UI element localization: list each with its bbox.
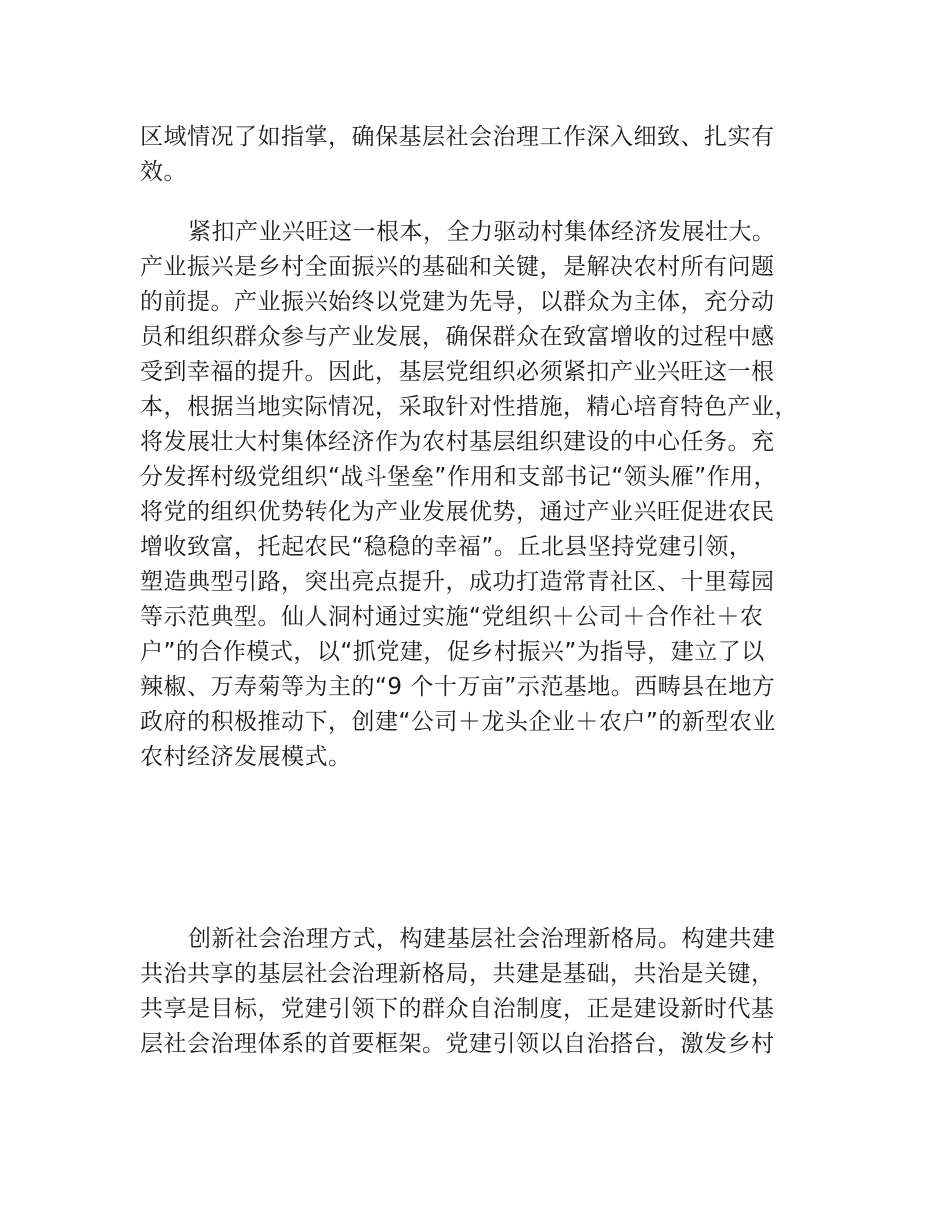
paragraph-continuation [140, 120, 830, 190]
text-line: 共享是目标，党建引领下的群众自治制度，正是建设新时代基 [140, 996, 775, 1022]
paragraph-social-governance [140, 922, 830, 1062]
text-line: 共治共享的基层社会治理新格局，共建是基础，共治是关键， [140, 961, 775, 987]
text-line: 产业振兴是乡村全面振兴的基础和关键，是解决农村所有问题 [140, 254, 775, 280]
text-line: 户”的合作模式，以“抓党建，促乡村振兴”为指导，建立了以 [140, 639, 765, 665]
text-line: 区域情况了如指掌，确保基层社会治理工作深入细致、扎实有 [140, 124, 775, 150]
text-line: 将党的组织优势转化为产业发展优势，通过产业兴旺促进农民 [140, 499, 775, 525]
text-line: 效。 [140, 159, 187, 185]
text-line: 员和组织群众参与产业发展，确保群众在致富增收的过程中感 [140, 324, 775, 350]
text-line: 等示范典型。仙人洞村通过实施“党组织＋公司＋合作社＋农 [140, 604, 764, 630]
text-line: 政府的积极推动下，创建“公司＋龙头企业＋农户”的新型农业 [140, 709, 776, 735]
text-line: 本，根据当地实际情况，采取针对性措施，精心培育特色产业， [140, 394, 798, 420]
text-line: 农村经济发展模式。 [140, 744, 352, 770]
text-line: 辣椒、万寿菊等为主的“9 个十万亩”示范基地。西畴县在地方 [140, 674, 776, 700]
text-line: 受到幸福的提升。因此，基层党组织必须紧扣产业兴旺这一根 [140, 359, 775, 385]
text-line: 层社会治理体系的首要框架。党建引领以自治搭台，激发乡村 [140, 1031, 775, 1057]
text-line: 将发展壮大村集体经济作为农村基层组织建设的中心任务。充 [140, 429, 775, 455]
paragraph-industry-prosperity [140, 215, 830, 775]
paragraph-lead-line: 创新社会治理方式，构建基层社会治理新格局。构建共建 [188, 926, 776, 952]
paragraph-lead-line: 紧扣产业兴旺这一根本，全力驱动村集体经济发展壮大。 [188, 219, 776, 245]
text-line: 塑造典型引路，突出亮点提升，成功打造常青社区、十里莓园 [140, 569, 775, 595]
text-line: 的前提。产业振兴始终以党建为先导，以群众为主体，充分动 [140, 289, 775, 315]
text-line: 分发挥村级党组织“战斗堡垒”作用和支部书记“领头雁”作用， [140, 464, 778, 490]
text-line: 增收致富，托起农民“稳稳的幸福”。丘北县坚持党建引领， [140, 534, 753, 560]
